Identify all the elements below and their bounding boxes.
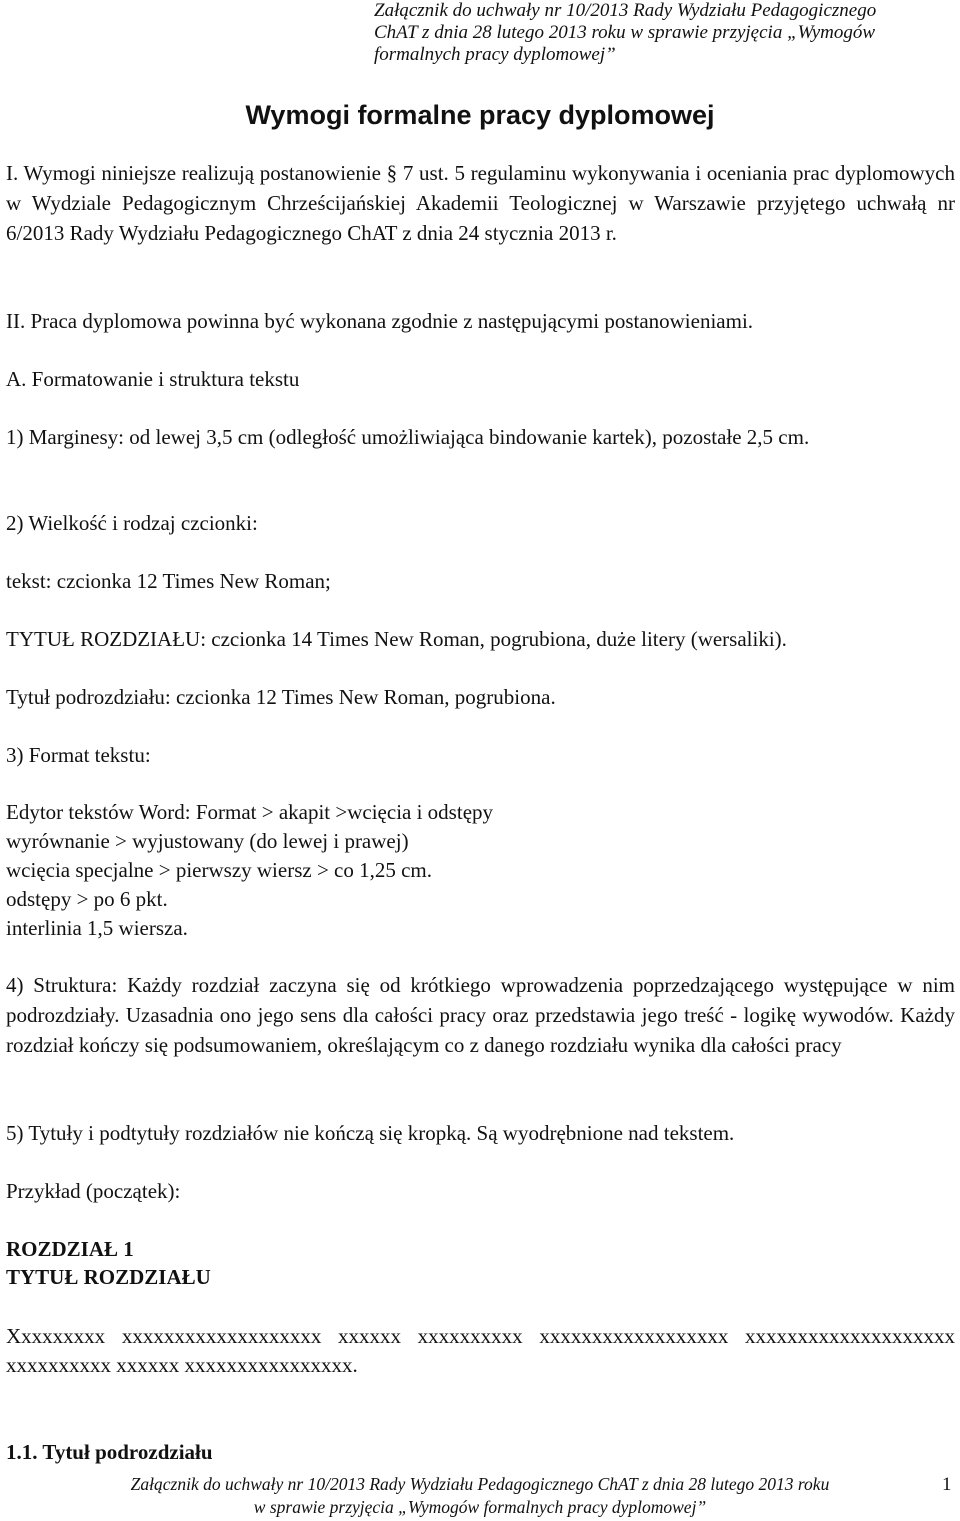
format-rule: interlinia 1,5 wiersza. xyxy=(6,916,188,940)
item-3-format: 3) Format tekstu: xyxy=(6,743,151,767)
format-rule: wyrównanie > wyjustowany (do lewej i prawej) xyxy=(6,829,409,853)
attachment-header xyxy=(374,0,960,66)
item-2-font: 2) Wielkość i rodzaj czcionki: xyxy=(6,511,258,535)
format-rule: odstępy > po 6 pkt. xyxy=(6,887,168,911)
page-number: 1 xyxy=(942,1474,952,1495)
item-4-structure: 4) Struktura: Każdy rozdział zaczyna się od krótkiego wprowadzenia poprzedzającego występujące w nim podrozdziały. Uzasadnia ono jego sens dla całości pracy oraz przedstawia jego treść - logikę wywodów. Każdy rozdział kończy się podsumowaniem, określającym co z danego rozdziału wynika dla całości pracy xyxy=(6,973,955,1057)
item-5-titles: 5) Tytuły i podtytuły rozdziałów nie kończą się kropką. Są wyodrębnione nad tekstem. xyxy=(6,1121,735,1145)
header-line-1: Załącznik do uchwały nr 10/2013 Rady Wydziału Pedagogicznego xyxy=(374,0,877,21)
header-line-3: formalnych pracy dyplomowej” xyxy=(374,44,616,65)
font-text-rule: tekst: czcionka 12 Times New Roman; xyxy=(6,569,331,593)
example-chapter-number: ROZDZIAŁ 1 xyxy=(6,1237,134,1261)
font-chapter-rule: TYTUŁ ROZDZIAŁU: czcionka 14 Times New Roman, pogrubiona, duże litery (wersaliki). xyxy=(6,627,787,651)
format-rule: Edytor tekstów Word: Format > akapit >wcięcia i odstępy xyxy=(6,800,494,824)
format-rules-list xyxy=(6,798,493,943)
item-1-margins: 1) Marginesy: od lewej 3,5 cm (odległość umożliwiająca bindowanie kartek), pozostałe 2,5 cm. xyxy=(6,425,810,449)
document-title: Wymogi formalne pracy dyplomowej xyxy=(245,100,715,130)
section-ii-paragraph: II. Praca dyplomowa powinna być wykonana zgodnie z następującymi postanowieniami. xyxy=(6,309,754,333)
format-rule: wcięcia specjalne > pierwszy wiersz > co 1,25 cm. xyxy=(6,858,433,882)
example-body-text: Xxxxxxxxx xxxxxxxxxxxxxxxxxxx xxxxxx xxxxxxxxxx xxxxxxxxxxxxxxxxxx xxxxxxxxxxxxxxxxxxxx xxxxxxxxxx xxxxxx xxxxxxxxxxxxxxxx. xyxy=(6,1324,955,1377)
section-a-heading: A. Formatowanie i struktura tekstu xyxy=(6,367,300,391)
header-line-2: ChAT z dnia 28 lutego 2013 roku w sprawie przyjęcia „Wymogów xyxy=(374,22,876,43)
example-label: Przykład (początek): xyxy=(6,1179,181,1203)
section-i-paragraph: I. Wymogi niniejsze realizują postanowienie § 7 ust. 5 regulaminu wykonywania i oceniania prac dyplomowych w Wydziale Pedagogicznym Chrześcijańskiej Akademii Teologicznej w Warszawie przyjętego uchwałą nr 6/2013 Rady Wydziału Pedagogicznego ChAT z dnia 24 stycznia 2013 r. xyxy=(6,161,955,245)
footer-line-2: w sprawie przyjęcia „Wymogów formalnych pracy dyplomowej” xyxy=(253,1497,707,1517)
example-subchapter-title: 1.1. Tytuł podrozdziału xyxy=(6,1440,213,1464)
footer-line-1: Załącznik do uchwały nr 10/2013 Rady Wydziału Pedagogicznego ChAT z dnia 28 lutego 2013 roku xyxy=(130,1474,830,1494)
example-chapter-title: TYTUŁ ROZDZIAŁU xyxy=(6,1265,211,1289)
page-footer xyxy=(100,1473,860,1519)
font-subchapter-rule: Tytuł podrozdziału: czcionka 12 Times New Roman, pogrubiona. xyxy=(6,685,556,709)
